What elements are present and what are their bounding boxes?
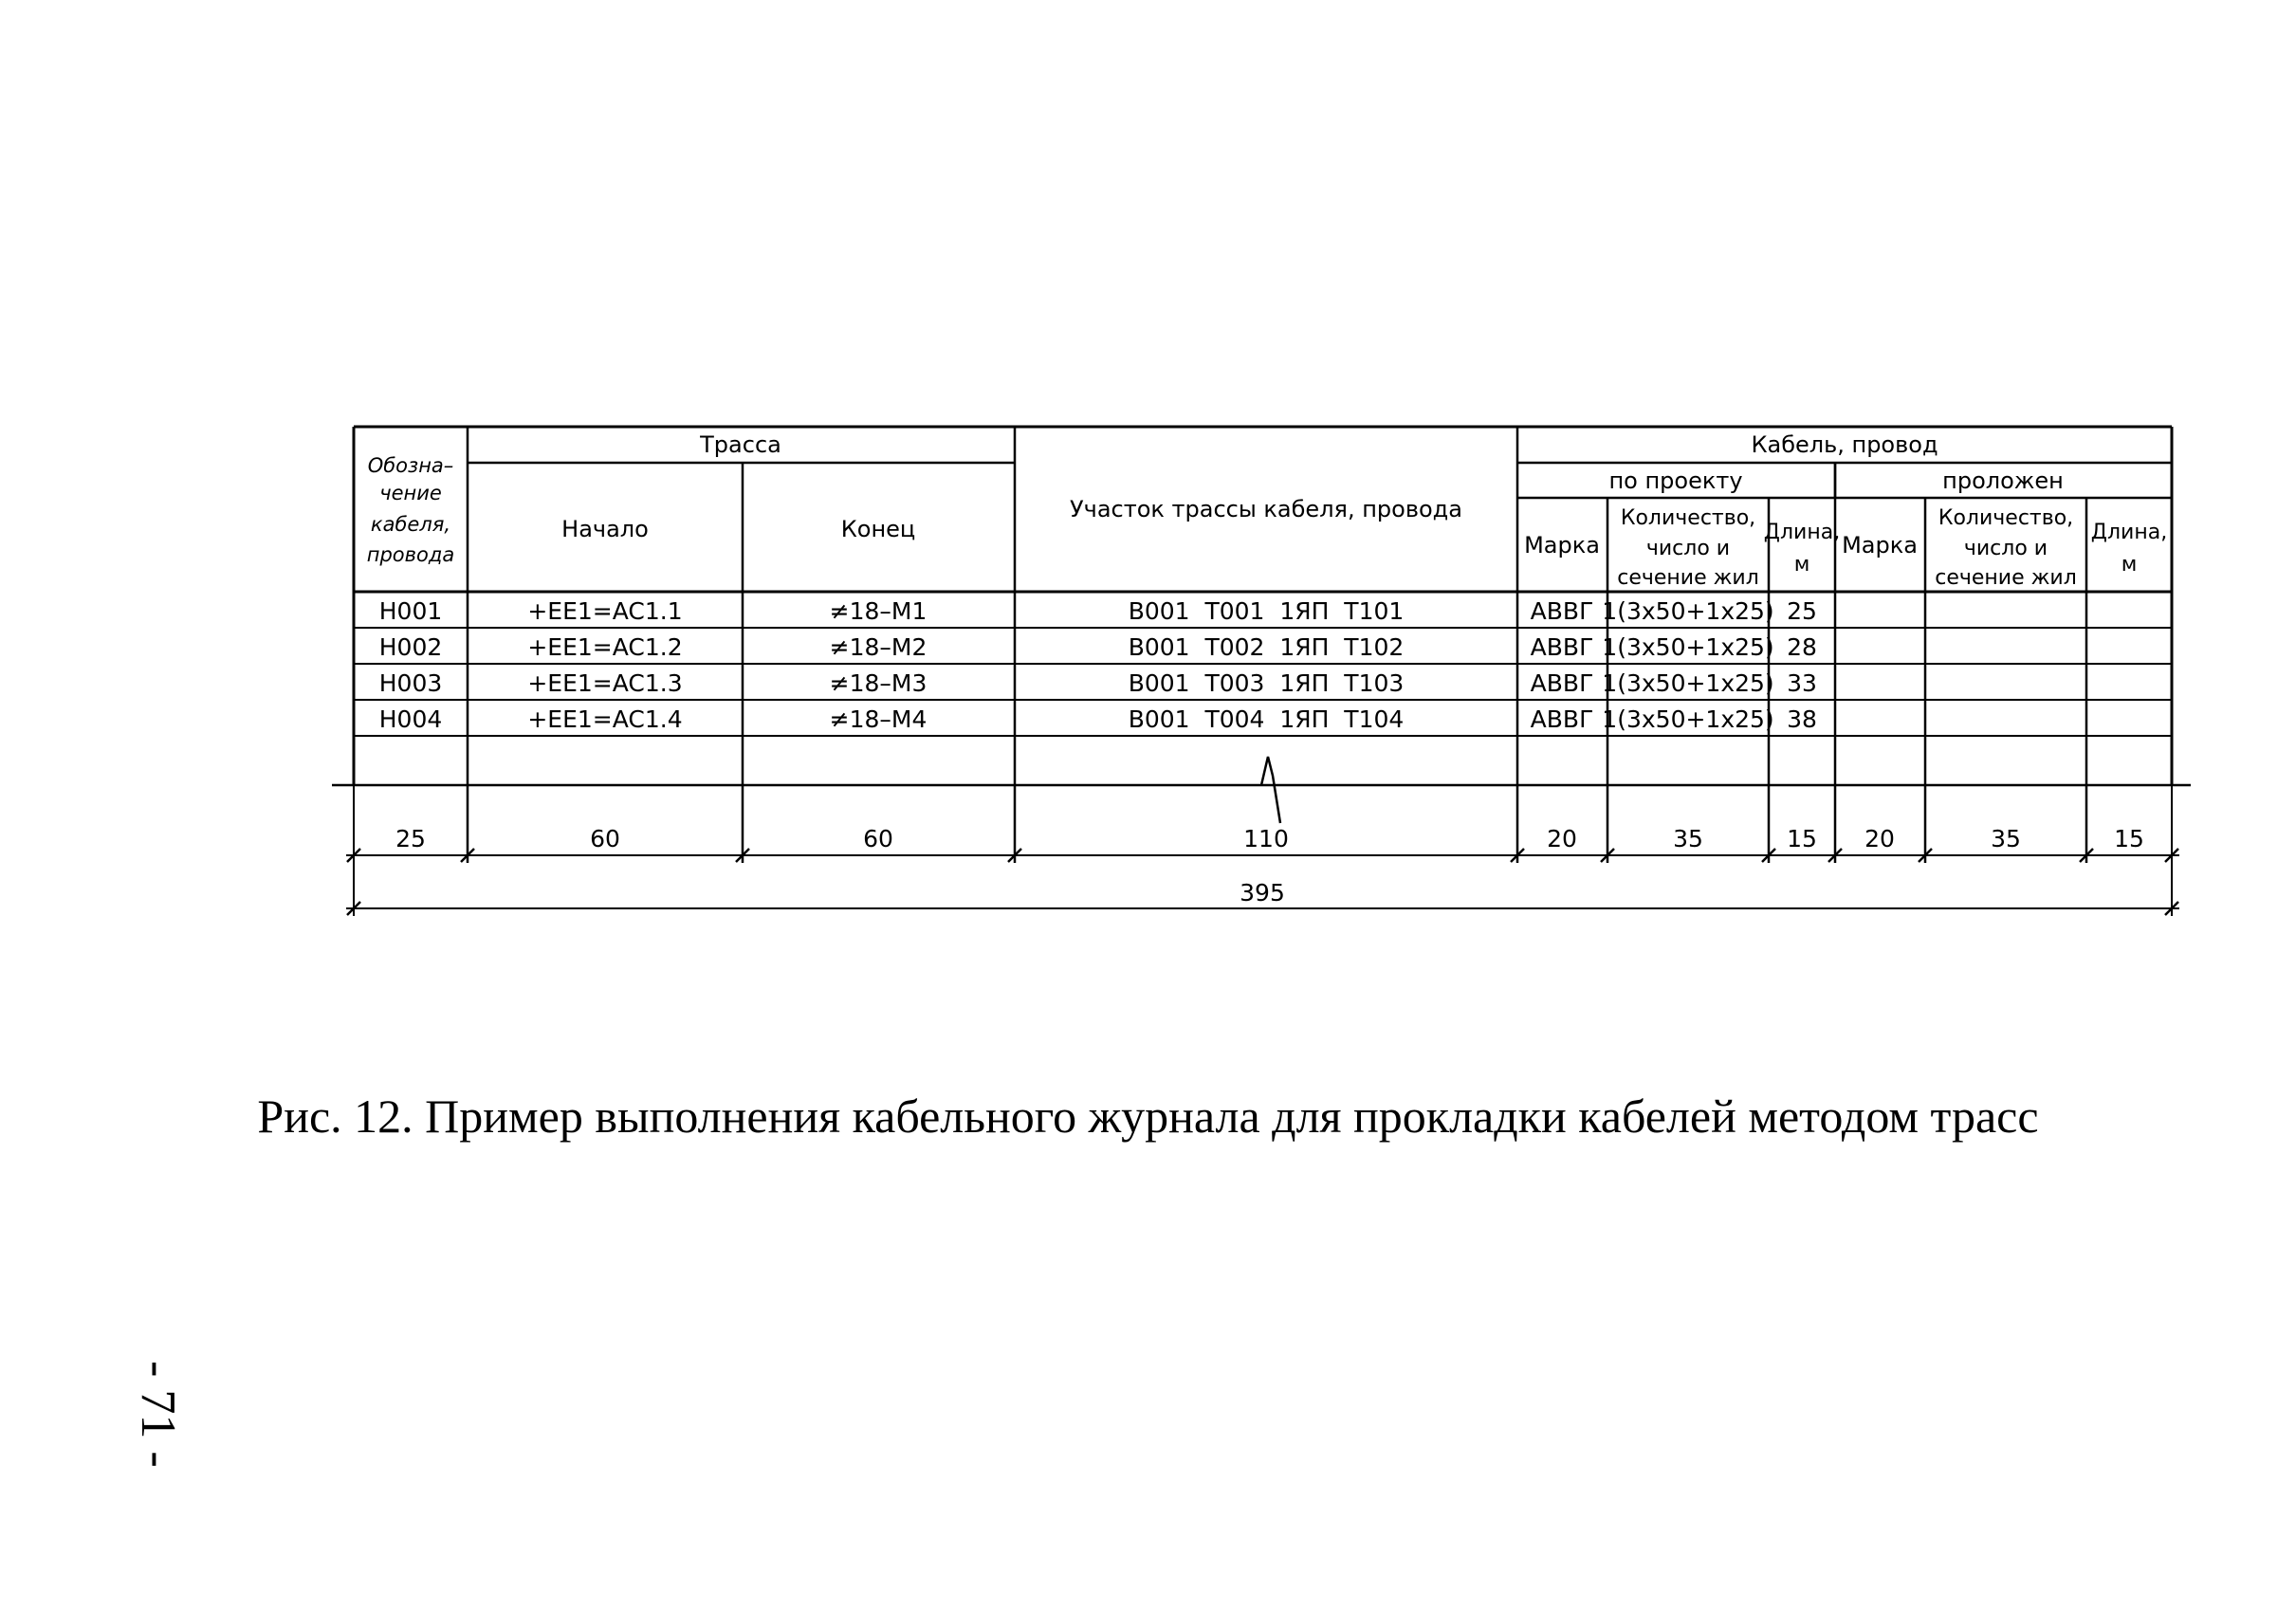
cell-brand: АВВГ: [1530, 669, 1594, 697]
header-section: Участок трассы кабеля, провода: [1070, 496, 1462, 522]
header-cable-wire: Кабель, провод: [1751, 431, 1938, 458]
cell-designation: Н002: [378, 633, 443, 661]
header-laid: проложен: [1942, 467, 2064, 494]
cell-end: ≠18–M4: [829, 705, 928, 733]
dimension-chain: [395, 825, 2144, 907]
cell-designation: Н001: [378, 597, 443, 625]
page-number: - 71 -: [131, 1361, 185, 1468]
dimension-label: 35: [1673, 825, 1703, 852]
cell-quantity: 1(3x50+1x25): [1602, 669, 1774, 697]
header-quantity-laid-2: число и: [1963, 537, 2048, 560]
header-designation-2: чение: [379, 482, 442, 504]
cell-length: 28: [1787, 633, 1817, 661]
cell-section: B001 T003 1ЯП T103: [1128, 669, 1405, 697]
table-row: [379, 705, 1817, 733]
table-row: [379, 669, 1817, 697]
cell-start: +EE1=AC1.3: [527, 669, 683, 697]
dimension-label: 15: [2114, 825, 2144, 852]
header-quantity-project-1: Количество,: [1620, 506, 1756, 530]
header-designation-1: Обозна–: [367, 454, 454, 477]
cell-quantity: 1(3x50+1x25): [1602, 705, 1774, 733]
header-quantity-laid-1: Количество,: [1938, 506, 2074, 530]
cell-end: ≠18–M3: [829, 669, 928, 697]
cell-length: 25: [1787, 597, 1817, 625]
header-designation-3: кабеля,: [370, 513, 451, 536]
cell-start: +EE1=AC1.1: [527, 597, 683, 625]
cell-start: +EE1=AC1.4: [527, 705, 683, 733]
cell-quantity: 1(3x50+1x25): [1602, 633, 1774, 661]
cell-start: +EE1=AC1.2: [527, 633, 683, 661]
header-length-project-1: Длина,: [1763, 521, 1841, 544]
dimension-label: 110: [1243, 825, 1289, 852]
dimension-label: 20: [1547, 825, 1577, 852]
header-length-project-2: м: [1793, 553, 1810, 577]
dimension-label: 20: [1864, 825, 1895, 852]
cell-designation: Н004: [378, 705, 443, 733]
header-by-project: по проекту: [1608, 467, 1743, 494]
header-quantity-project-3: сечение жил: [1617, 566, 1759, 590]
header-brand-project: Марка: [1524, 532, 1600, 559]
header-brand-laid: Марка: [1842, 532, 1918, 559]
cell-section: B001 T001 1ЯП T101: [1128, 597, 1405, 625]
cell-brand: АВВГ: [1530, 597, 1594, 625]
dimension-label: 60: [590, 825, 620, 852]
cell-end: ≠18–M2: [829, 633, 928, 661]
cell-designation: Н003: [378, 669, 443, 697]
total-dimension-label: 395: [1240, 879, 1285, 907]
dimension-label: 15: [1787, 825, 1817, 852]
cell-brand: АВВГ: [1530, 633, 1594, 661]
header-route: Трасса: [700, 431, 781, 458]
header-quantity-project-2: число и: [1645, 537, 1731, 560]
figure-caption: Рис. 12. Пример выполнения кабельного журнала для прокладки кабелей методом трасс: [257, 1090, 2039, 1143]
header-length-laid-1: Длина,: [2090, 521, 2168, 544]
cell-quantity: 1(3x50+1x25): [1602, 597, 1774, 625]
table-header: [367, 431, 2167, 590]
cell-section: B001 T002 1ЯП T102: [1128, 633, 1405, 661]
cell-end: ≠18–M1: [829, 597, 928, 625]
header-quantity-laid-3: сечение жил: [1935, 566, 2077, 590]
header-start: Начало: [561, 516, 649, 542]
table-body: [379, 597, 1817, 733]
header-end: Конец: [840, 516, 916, 542]
dimension-label: 60: [863, 825, 893, 852]
header-length-laid-2: м: [2121, 553, 2138, 577]
cell-length: 33: [1787, 669, 1817, 697]
cell-section: B001 T004 1ЯП T104: [1128, 705, 1405, 733]
dimension-label: 25: [395, 825, 426, 852]
cell-length: 38: [1787, 705, 1817, 733]
table-row: [379, 633, 1817, 661]
cell-brand: АВВГ: [1530, 705, 1594, 733]
table-row: [379, 597, 1817, 625]
header-designation-4: провода: [366, 543, 455, 566]
dimension-label: 35: [1991, 825, 2021, 852]
